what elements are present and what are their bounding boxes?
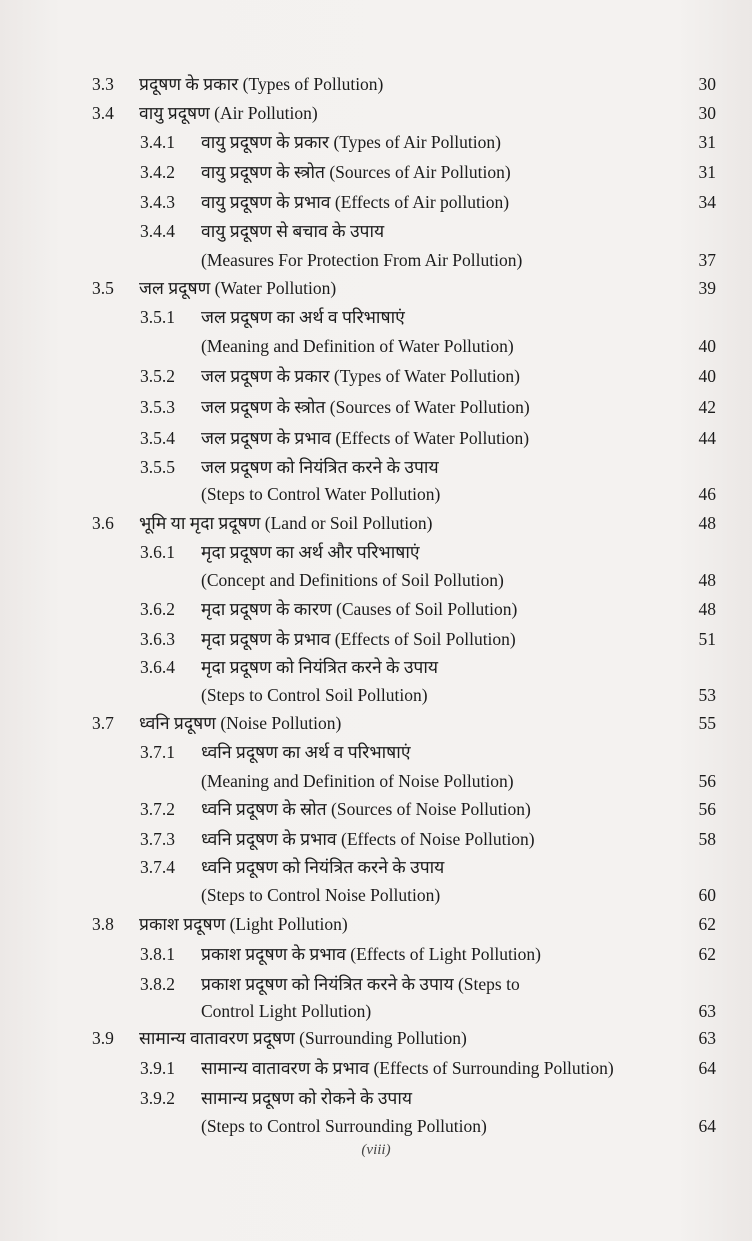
toc-entry (0, 767, 752, 795)
toc-entry-title: सामान्य वातावरण के प्रभाव (Effects of Surrounding Pollution) (201, 1058, 614, 1078)
toc-entry (0, 625, 752, 653)
toc-entry-title: ध्वनि प्रदूषण का अर्थ व परिभाषाएं (201, 742, 411, 762)
toc-entry (0, 128, 752, 156)
toc-entry-page: 46 (698, 484, 716, 504)
toc-entry-number: 3.5.3 (140, 397, 175, 417)
toc-entry-title: ध्वनि प्रदूषण के प्रभाव (Effects of Noise Pollution) (201, 829, 535, 849)
toc-entry (0, 362, 752, 390)
toc-entry (0, 910, 752, 938)
toc-entry-number: 3.4.3 (140, 192, 175, 212)
toc-entry-number: 3.5.2 (140, 366, 175, 386)
toc-entry-page: 31 (698, 162, 716, 182)
toc-entry-title: प्रदूषण के प्रकार (Types of Pollution) (139, 74, 384, 94)
toc-entry-number: 3.6.1 (140, 542, 175, 562)
toc-entry-page: 48 (698, 599, 716, 619)
toc-entry-title: जल प्रदूषण (Water Pollution) (139, 278, 337, 298)
toc-entry-title: ध्वनि प्रदूषण को नियंत्रित करने के उपाय (201, 857, 445, 877)
toc-entry-title: वायु प्रदूषण के प्रकार (Types of Air Pollution) (201, 132, 501, 152)
toc-entry-number: 3.4 (92, 103, 114, 123)
toc-entry-title: मृदा प्रदूषण के कारण (Causes of Soil Pollution) (201, 599, 518, 619)
toc-entry (0, 653, 752, 681)
toc-entry (0, 681, 752, 709)
toc-entry-title: सामान्य प्रदूषण को रोकने के उपाय (201, 1088, 413, 1108)
toc-entry (0, 453, 752, 481)
toc-entry-number: 3.5.5 (140, 457, 175, 477)
toc-entry-number: 3.4.4 (140, 221, 175, 241)
toc-entry-title: प्रकाश प्रदूषण को नियंत्रित करने के उपाय (Steps to (201, 974, 520, 994)
toc-entry-page: 63 (698, 1001, 716, 1021)
toc-entry-title: (Steps to Control Surrounding Pollution) (201, 1116, 487, 1136)
toc-entry-number: 3.3 (92, 74, 114, 94)
toc-entry-page: 64 (698, 1116, 716, 1136)
toc-entry (0, 217, 752, 245)
page-number-footer: (viii) (361, 1142, 391, 1158)
toc-entry (0, 853, 752, 881)
toc-entry-page: 30 (698, 74, 716, 94)
toc-entry (0, 393, 752, 421)
toc-entry-page: 31 (698, 132, 716, 152)
toc-entry-title: जल प्रदूषण के प्रभाव (Effects of Water Pollution) (201, 428, 530, 448)
toc-entry-title: (Steps to Control Soil Pollution) (201, 685, 428, 705)
toc-entry-number: 3.9.1 (140, 1058, 175, 1078)
toc-entry-number: 3.6 (92, 513, 114, 533)
toc-entry-title: ध्वनि प्रदूषण के स्रोत (Sources of Noise Pollution) (201, 799, 531, 819)
toc-entry (0, 970, 752, 998)
toc-entry (0, 940, 752, 968)
toc-entry (0, 1084, 752, 1112)
toc-entry-title: वायु प्रदूषण के प्रभाव (Effects of Air pollution) (201, 192, 510, 212)
toc-entry (0, 424, 752, 452)
toc-entry (0, 795, 752, 823)
toc-entry-title: (Steps to Control Noise Pollution) (201, 885, 441, 905)
toc-entry-page: 60 (698, 885, 716, 905)
toc-entry-number: 3.7 (92, 713, 114, 733)
toc-entry (0, 158, 752, 186)
toc-entry-title: ध्वनि प्रदूषण (Noise Pollution) (139, 713, 342, 733)
toc-entry (0, 480, 752, 508)
toc-entry (0, 332, 752, 360)
toc-entry-page: 64 (698, 1058, 716, 1078)
toc-entry-title: (Steps to Control Water Pollution) (201, 484, 441, 504)
toc-entry-title: प्रकाश प्रदूषण के प्रभाव (Effects of Light Pollution) (201, 944, 541, 964)
toc-entry-title: वायु प्रदूषण (Air Pollution) (139, 103, 318, 123)
toc-entry (0, 70, 752, 98)
toc-entry-title: मृदा प्रदूषण को नियंत्रित करने के उपाय (201, 657, 439, 677)
toc-entry-title: जल प्रदूषण का अर्थ व परिभाषाएं (201, 307, 405, 327)
toc-entry-page: 42 (698, 397, 716, 417)
toc-entry (0, 1054, 752, 1082)
toc-entry-title: जल प्रदूषण को नियंत्रित करने के उपाय (201, 457, 439, 477)
toc-entry-title: मृदा प्रदूषण के प्रभाव (Effects of Soil Pollution) (201, 629, 516, 649)
toc-entry-page: 62 (698, 944, 716, 964)
toc-entry-title: प्रकाश प्रदूषण (Light Pollution) (139, 914, 348, 934)
toc-entry-page: 62 (698, 914, 716, 934)
toc-entry-number: 3.7.2 (140, 799, 175, 819)
toc-entry-number: 3.5.4 (140, 428, 175, 448)
toc-entry-page: 55 (698, 713, 716, 733)
toc-entry-page: 56 (698, 771, 716, 791)
toc-entry-page: 48 (698, 513, 716, 533)
toc-entry-number: 3.7.3 (140, 829, 175, 849)
toc-entry-title: जल प्रदूषण के प्रकार (Types of Water Pollution) (201, 366, 521, 386)
toc-entry-title: भूमि या मृदा प्रदूषण (Land or Soil Pollution) (139, 513, 433, 533)
toc-entry (0, 1112, 752, 1140)
toc-entry-title: (Concept and Definitions of Soil Pollution) (201, 570, 504, 590)
toc-entry-number: 3.8.2 (140, 974, 175, 994)
toc-entry-page: 56 (698, 799, 716, 819)
toc-entry (0, 881, 752, 909)
toc-entry-title: (Measures For Protection From Air Pollution) (201, 250, 523, 270)
toc-entry-number: 3.8.1 (140, 944, 175, 964)
toc-entry-number: 3.9.2 (140, 1088, 175, 1108)
toc-entry-page: 51 (698, 629, 716, 649)
toc-entry-number: 3.4.2 (140, 162, 175, 182)
toc-entry (0, 1024, 752, 1052)
toc-entry (0, 99, 752, 127)
toc-entry (0, 566, 752, 594)
toc-entry-number: 3.6.2 (140, 599, 175, 619)
toc-entry (0, 274, 752, 302)
toc-entry-title: सामान्य वातावरण प्रदूषण (Surrounding Pollution) (139, 1028, 467, 1048)
toc-entry-page: 53 (698, 685, 716, 705)
toc-entry-page: 30 (698, 103, 716, 123)
toc-entry-title: मृदा प्रदूषण का अर्थ और परिभाषाएं (201, 542, 420, 562)
toc-entry-title: Control Light Pollution) (201, 1001, 372, 1021)
toc-entry-title: (Meaning and Definition of Water Pollution) (201, 336, 514, 356)
toc-entry-page: 34 (698, 192, 716, 212)
toc-entry (0, 738, 752, 766)
toc-entry-page: 58 (698, 829, 716, 849)
toc-entry-number: 3.9 (92, 1028, 114, 1048)
toc-entry (0, 303, 752, 331)
toc-entry (0, 188, 752, 216)
toc-entry-number: 3.6.4 (140, 657, 175, 677)
toc-entry (0, 825, 752, 853)
toc-entry-title: (Meaning and Definition of Noise Pollution) (201, 771, 514, 791)
toc-entry-page: 39 (698, 278, 716, 298)
toc-entry-page: 48 (698, 570, 716, 590)
toc-entry (0, 709, 752, 737)
toc-entry-number: 3.7.4 (140, 857, 175, 877)
toc-entry-number: 3.8 (92, 914, 114, 934)
toc-entry-number: 3.7.1 (140, 742, 175, 762)
toc-entry-page: 40 (698, 336, 716, 356)
toc-entry-number: 3.5.1 (140, 307, 175, 327)
toc-entry-page: 40 (698, 366, 716, 386)
toc-entry (0, 509, 752, 537)
toc-entry-title: वायु प्रदूषण के स्त्रोत (Sources of Air Pollution) (201, 162, 511, 182)
toc-entry-page: 63 (698, 1028, 716, 1048)
toc-entry (0, 997, 752, 1025)
toc-entry-number: 3.5 (92, 278, 114, 298)
toc-entry-title: जल प्रदूषण के स्त्रोत (Sources of Water Pollution) (201, 397, 530, 417)
toc-entry-page: 44 (698, 428, 716, 448)
toc-entry (0, 595, 752, 623)
toc-entry-number: 3.4.1 (140, 132, 175, 152)
toc-entry-title: वायु प्रदूषण से बचाव के उपाय (201, 221, 385, 241)
toc-entry (0, 538, 752, 566)
toc-entry-number: 3.6.3 (140, 629, 175, 649)
toc-entry (0, 246, 752, 274)
toc-entry-page: 37 (698, 250, 716, 270)
